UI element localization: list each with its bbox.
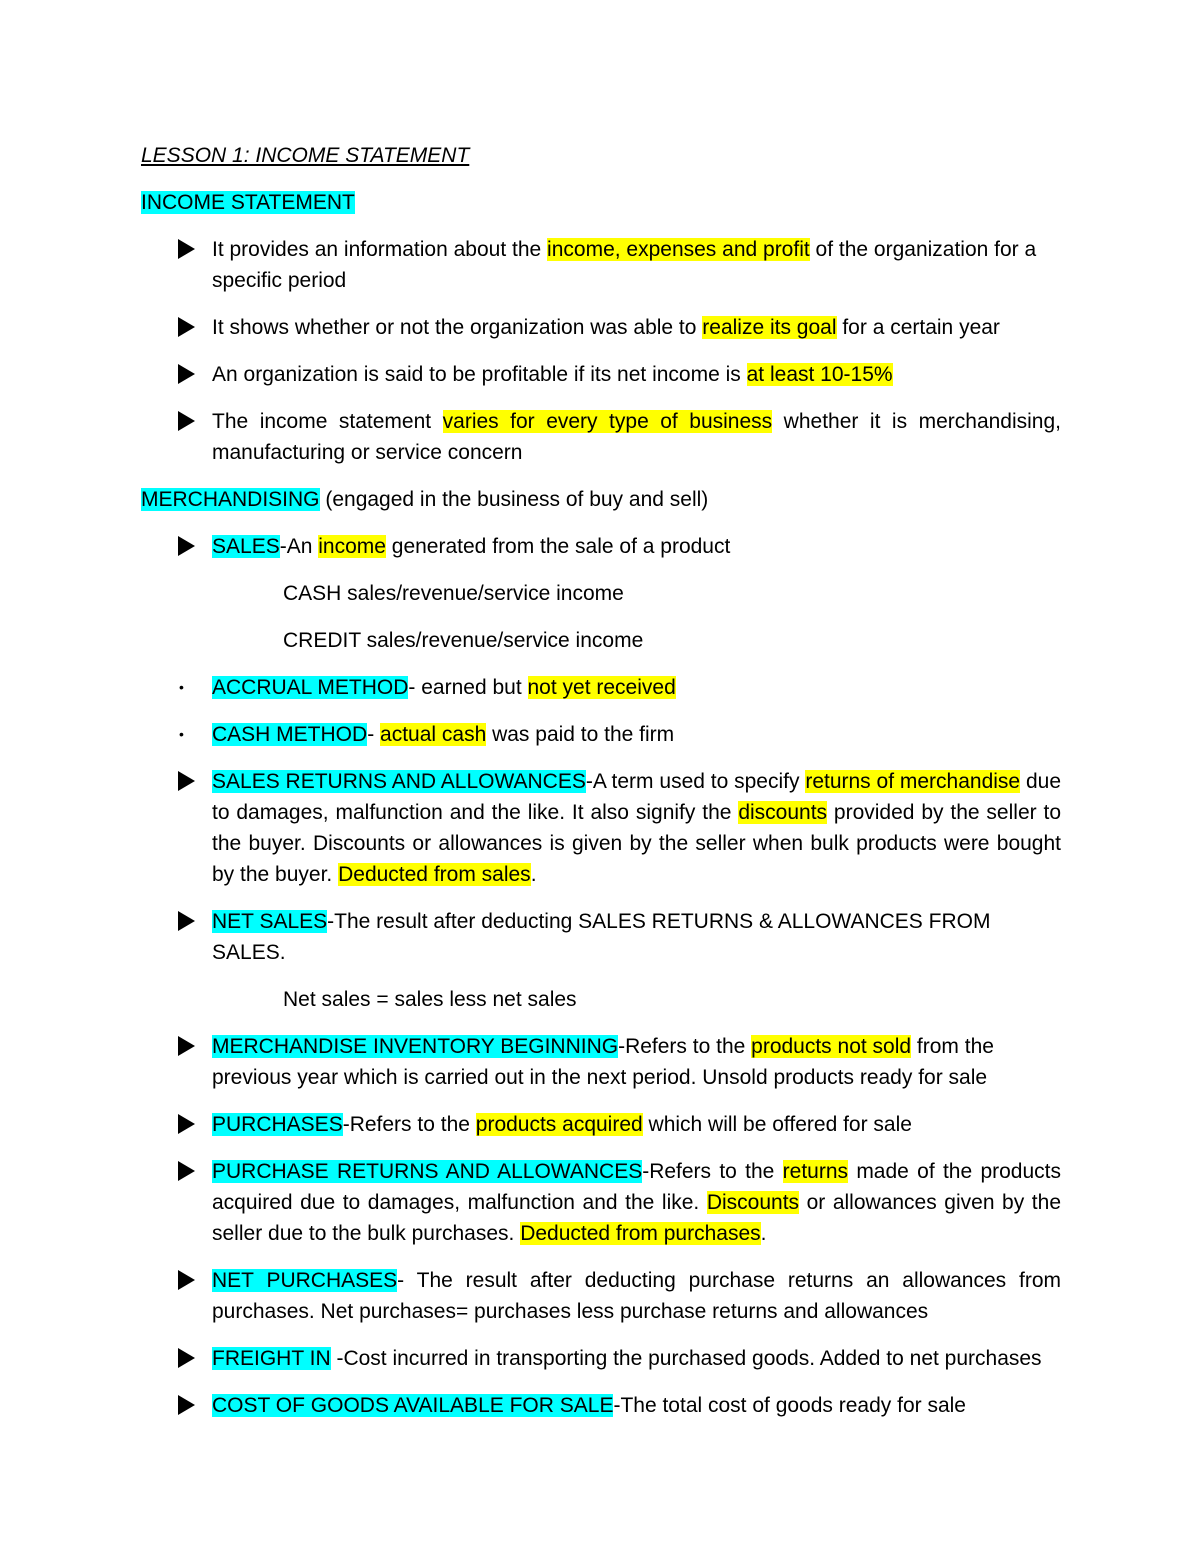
- list-item: The income statement varies for every type of business whether it is merchandising, manufacturing or service concern: [141, 406, 1061, 468]
- list-item: It provides an information about the income, expenses and profit of the organization for a specific period: [141, 234, 1061, 296]
- right-triangle-bullet-icon: [178, 771, 195, 791]
- list-item-sales: SALES-An income generated from the sale of a product: [141, 531, 1061, 562]
- term-highlight: ACCRUAL METHOD: [212, 676, 409, 699]
- highlight-yellow: Deducted from purchases: [520, 1222, 761, 1245]
- term-highlight: NET PURCHASES: [212, 1269, 398, 1292]
- right-triangle-bullet-icon: [178, 1114, 195, 1134]
- list-item-net-purchases: NET PURCHASES- The result after deducting purchase returns an allowances from purchases. Net purchases= purchases less purchase returns and allowances: [141, 1265, 1061, 1327]
- right-triangle-bullet-icon: [178, 411, 195, 431]
- highlight-yellow: income: [318, 535, 386, 558]
- right-triangle-bullet-icon: [178, 317, 195, 337]
- right-triangle-bullet-icon: [178, 536, 195, 556]
- term-highlight: CASH METHOD: [212, 723, 368, 746]
- term-highlight: SALES: [212, 535, 280, 558]
- highlight-yellow: actual cash: [380, 723, 487, 746]
- section-heading-income-statement: INCOME STATEMENT: [141, 191, 355, 214]
- right-triangle-bullet-icon: [178, 1161, 195, 1181]
- term-highlight: PURCHASES: [212, 1113, 343, 1136]
- right-triangle-bullet-icon: [178, 239, 195, 259]
- list-item-purchase-returns: PURCHASE RETURNS AND ALLOWANCES-Refers to the returns made of the products acquired due to damages, malfunction and the like. Discounts or allowances given by the seller due to the bulk purchases. Deducted from purchases.: [141, 1156, 1061, 1249]
- section-heading-merchandising: MERCHANDISING (engaged in the business of buy and sell): [141, 488, 709, 511]
- highlight-yellow: not yet received: [527, 676, 676, 699]
- highlight-yellow: Discounts: [706, 1191, 800, 1214]
- highlight-yellow: returns: [782, 1160, 849, 1183]
- highlight-yellow: discounts: [738, 801, 828, 824]
- list-item-cost-of-goods-available: COST OF GOODS AVAILABLE FOR SALE-The total cost of goods ready for sale: [141, 1390, 1061, 1421]
- list-item-sales-returns: SALES RETURNS AND ALLOWANCES-A term used to specify returns of merchandise due to damages, malfunction and the like. It also signify the discounts provided by the seller to the buyer. Discounts or allowances is given by the seller when bulk products were bought by the buyer. Deducted from sales.: [141, 766, 1061, 890]
- right-triangle-bullet-icon: [178, 1395, 195, 1415]
- highlight-yellow: products acquired: [475, 1113, 643, 1136]
- right-triangle-bullet-icon: [178, 1270, 195, 1290]
- highlight-yellow: products not sold: [751, 1035, 912, 1058]
- right-triangle-bullet-icon: [178, 911, 195, 931]
- highlight-yellow: at least 10-15%: [746, 363, 893, 386]
- term-highlight: PURCHASE RETURNS AND ALLOWANCES: [212, 1160, 643, 1183]
- net-sales-formula: Net sales = sales less net sales: [283, 988, 577, 1011]
- list-item: An organization is said to be profitable if its net income is at least 10-15%: [141, 359, 1061, 390]
- highlight-yellow: income, expenses and profit: [547, 238, 810, 261]
- lesson-title: LESSON 1: INCOME STATEMENT: [141, 144, 470, 167]
- term-highlight: COST OF GOODS AVAILABLE FOR SALE: [212, 1394, 614, 1417]
- list-item-freight-in: FREIGHT IN -Cost incurred in transporting the purchased goods. Added to net purchases: [141, 1343, 1061, 1374]
- list-item-purchases: PURCHASES-Refers to the products acquired which will be offered for sale: [141, 1109, 1061, 1140]
- list-item-inventory-beginning: MERCHANDISE INVENTORY BEGINNING-Refers to the products not sold from the previous year which is carried out in the next period. Unsold products ready for sale: [141, 1031, 1061, 1093]
- term-highlight: NET SALES: [212, 910, 328, 933]
- cash-sales-line: CASH sales/revenue/service income: [283, 582, 624, 605]
- list-item-cash-method: • CASH METHOD- actual cash was paid to the firm: [141, 719, 1061, 750]
- lesson-document: [141, 140, 1061, 1437]
- right-triangle-bullet-icon: [178, 1348, 195, 1368]
- list-item: It shows whether or not the organization was able to realize its goal for a certain year: [141, 312, 1061, 343]
- small-dot-bullet-icon: •: [179, 679, 184, 695]
- highlight-yellow: returns of merchandise: [805, 770, 1021, 793]
- small-dot-bullet-icon: •: [179, 726, 184, 742]
- highlight-yellow: realize its goal: [702, 316, 837, 339]
- highlight-yellow: Deducted from sales: [338, 863, 531, 886]
- list-item-accrual-method: • ACCRUAL METHOD- earned but not yet received: [141, 672, 1061, 703]
- term-highlight: FREIGHT IN: [212, 1347, 331, 1370]
- highlight-yellow: varies for every type of business: [442, 410, 773, 433]
- term-highlight: MERCHANDISE INVENTORY BEGINNING: [212, 1035, 619, 1058]
- right-triangle-bullet-icon: [178, 1036, 195, 1056]
- term-highlight: SALES RETURNS AND ALLOWANCES: [212, 770, 586, 793]
- credit-sales-line: CREDIT sales/revenue/service income: [283, 629, 644, 652]
- right-triangle-bullet-icon: [178, 364, 195, 384]
- list-item-net-sales: NET SALES-The result after deducting SALES RETURNS & ALLOWANCES FROM SALES.: [141, 906, 1061, 968]
